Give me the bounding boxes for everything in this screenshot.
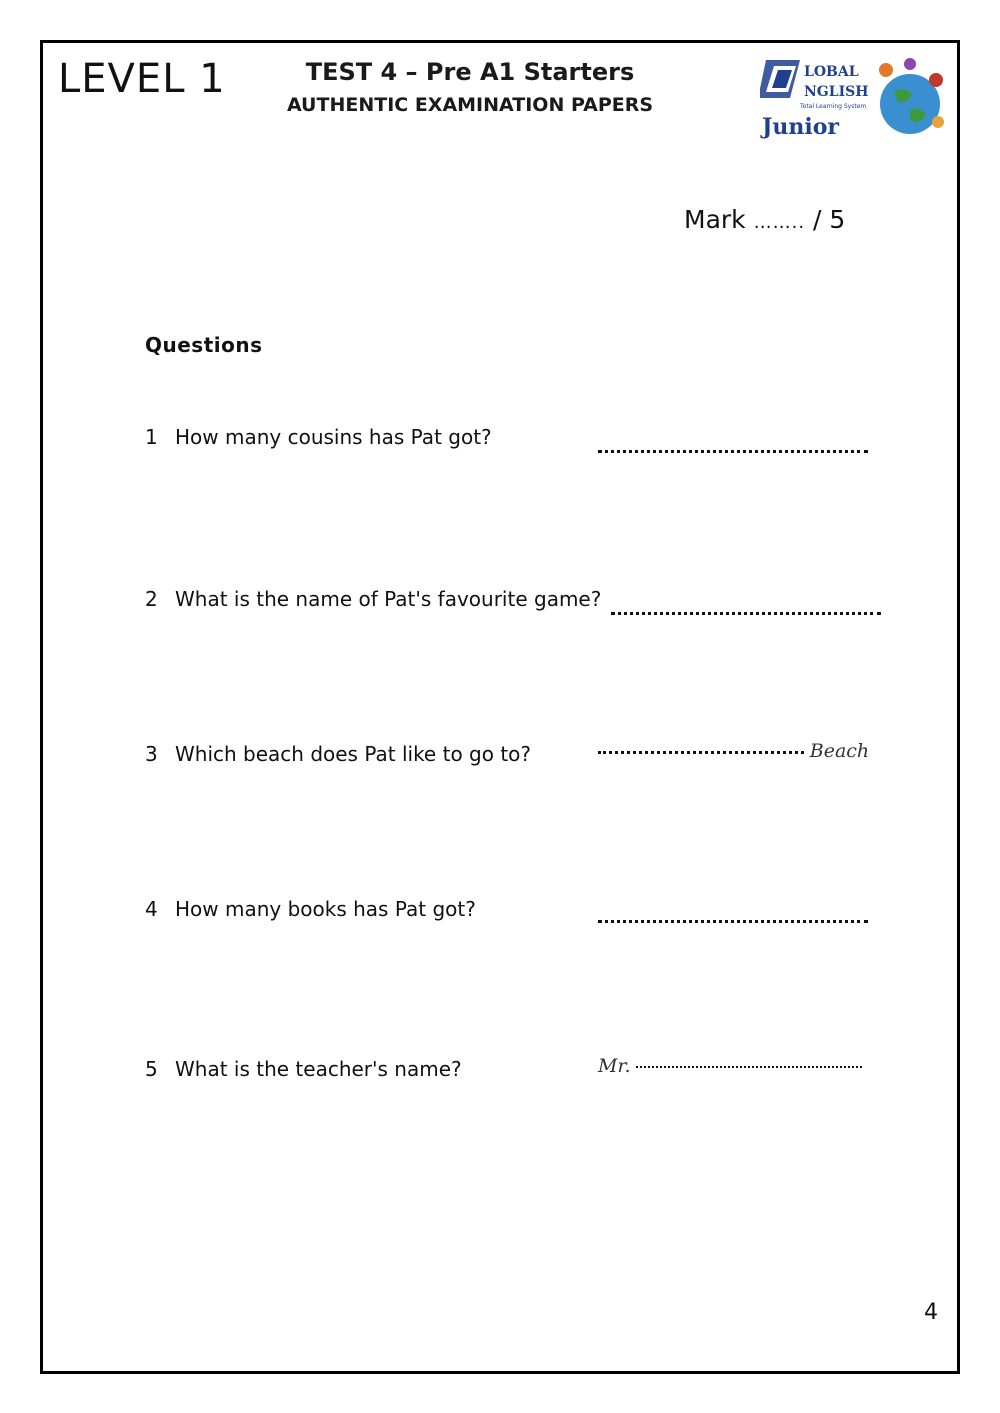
- question-number: 3: [145, 742, 158, 766]
- mark-label: Mark: [684, 205, 746, 234]
- mark-dots: ……..: [753, 212, 806, 233]
- question-5: [145, 1057, 462, 1081]
- question-1: [145, 425, 492, 449]
- question-text: How many books has Pat got?: [175, 897, 476, 921]
- logo-text-english: NGLISH: [804, 84, 869, 100]
- test-title: TEST 4 – Pre A1 Starters: [305, 58, 635, 86]
- logo-tagline: Total Learning System: [800, 103, 867, 110]
- test-subtitle: AUTHENTIC EXAMINATION PAPERS: [286, 94, 654, 116]
- logo-text-global: LOBAL: [804, 64, 859, 80]
- child-figure-icon: [932, 116, 944, 128]
- question-text: What is the name of Pat's favourite game?: [175, 587, 602, 611]
- answer-dotted-line[interactable]: [636, 1066, 862, 1068]
- answer-suffix: Beach: [809, 740, 870, 762]
- page-number: 4: [924, 1300, 938, 1325]
- answer-line-3[interactable]: [598, 740, 869, 762]
- answer-line-5[interactable]: [598, 1055, 862, 1077]
- answer-dotted-line[interactable]: [611, 612, 881, 615]
- child-figure-icon: [879, 63, 893, 77]
- answer-dotted-line[interactable]: [598, 751, 804, 754]
- question-number: 4: [145, 897, 158, 921]
- question-2: [145, 587, 601, 611]
- mark-score: [684, 205, 845, 234]
- question-text: What is the teacher's name?: [175, 1057, 462, 1081]
- logo-text-junior: Junior: [762, 114, 840, 140]
- question-number: 2: [145, 587, 158, 611]
- global-english-junior-logo: [760, 52, 950, 148]
- answer-line-1[interactable]: [598, 440, 868, 461]
- question-number: 5: [145, 1057, 158, 1081]
- answer-dotted-line[interactable]: [598, 450, 868, 453]
- level-label: LEVEL 1: [58, 56, 226, 102]
- answer-prefix: Mr.: [598, 1055, 631, 1077]
- answer-line-4[interactable]: [598, 910, 868, 931]
- answer-line-2[interactable]: [611, 602, 881, 623]
- question-text: Which beach does Pat like to go to?: [175, 742, 532, 766]
- mark-total: / 5: [813, 205, 846, 234]
- question-number: 1: [145, 425, 158, 449]
- question-text: How many cousins has Pat got?: [175, 425, 492, 449]
- questions-heading: Questions: [145, 333, 263, 357]
- question-3: [145, 742, 531, 766]
- question-4: [145, 897, 476, 921]
- answer-dotted-line[interactable]: [598, 920, 868, 923]
- page-border: [40, 40, 960, 1374]
- child-figure-icon: [904, 58, 916, 70]
- child-figure-icon: [929, 73, 943, 87]
